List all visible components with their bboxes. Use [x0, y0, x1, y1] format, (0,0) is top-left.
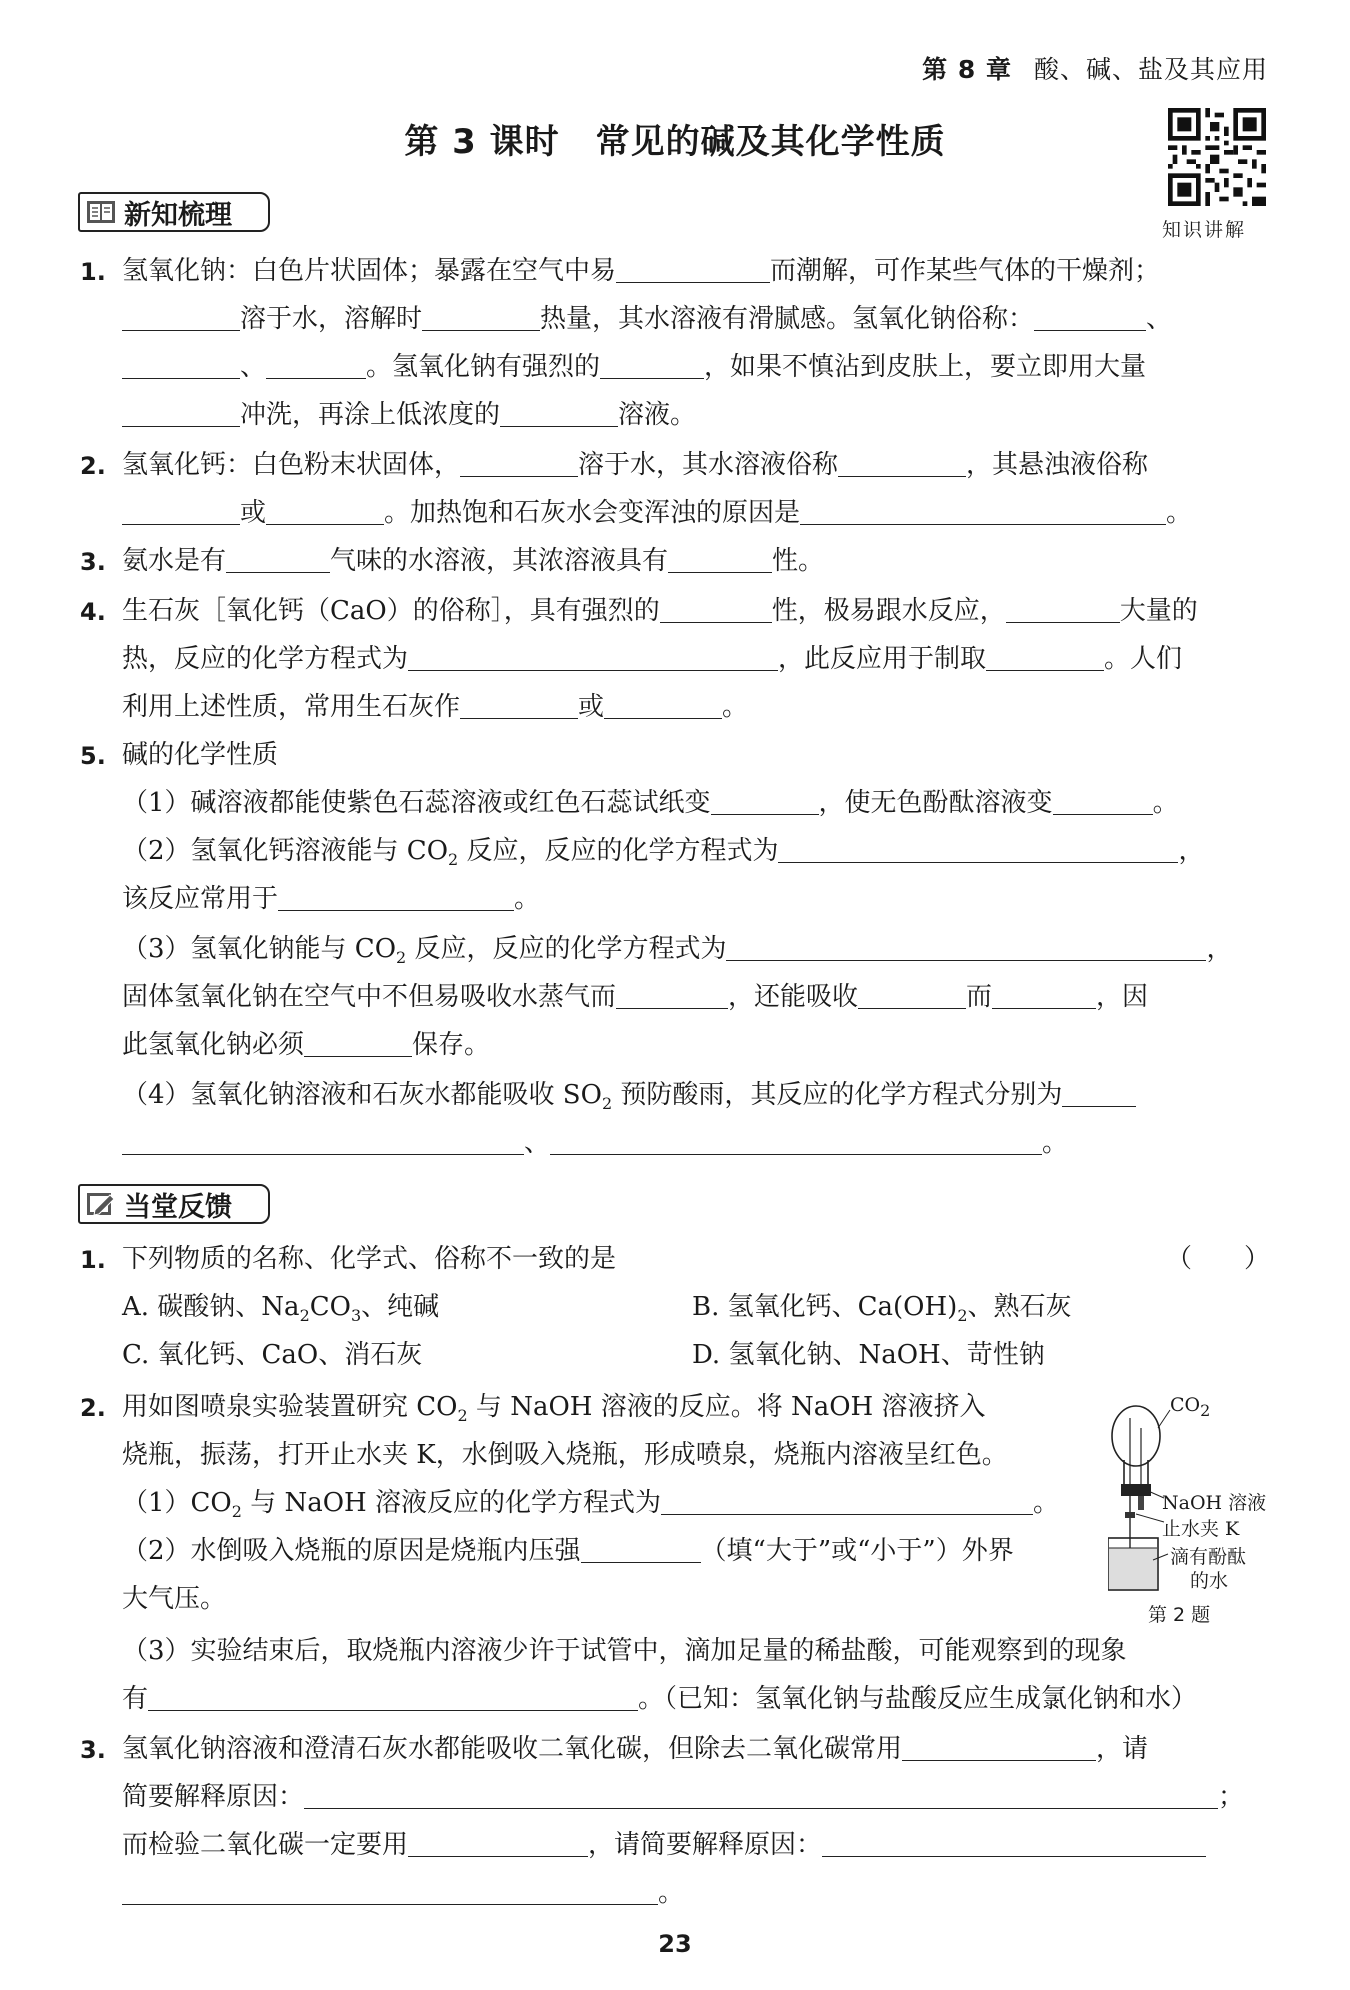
- subscript: 2: [1200, 1400, 1211, 1420]
- option-a[interactable]: [122, 1290, 439, 1333]
- text: ，还能吸收: [728, 982, 859, 1012]
- k-line-11: 碱的化学性质: [122, 740, 279, 770]
- text: 性。: [772, 546, 825, 576]
- item-number: 3.: [80, 1736, 106, 1764]
- text: 。氢氧化钠有强烈的: [366, 352, 601, 382]
- item-number: 2.: [80, 1394, 106, 1422]
- book-icon: [86, 199, 116, 225]
- text: CO: [309, 1292, 351, 1322]
- blank[interactable]: [122, 400, 240, 427]
- text: 、: [1146, 304, 1173, 334]
- blank[interactable]: [581, 1536, 701, 1563]
- blank[interactable]: [992, 982, 1096, 1009]
- text: 。: [1033, 1488, 1060, 1518]
- text: 溶于水，溶解时: [240, 304, 423, 334]
- blank[interactable]: [460, 450, 578, 477]
- text: 固体氢氧化钠在空气中不但易吸收水蒸气而: [122, 982, 617, 1012]
- text: ，使无色酚酞溶液变: [818, 788, 1053, 818]
- text: 、: [524, 1128, 551, 1158]
- text: CO: [1170, 1394, 1201, 1416]
- text: 有: [122, 1684, 149, 1714]
- text: 利用上述性质，常用生石灰作: [122, 692, 461, 722]
- subscript: 2: [601, 1094, 613, 1114]
- blank[interactable]: [122, 352, 240, 379]
- text: （2）水倒吸入烧瓶的原因是烧瓶内压强: [122, 1536, 581, 1566]
- qr-code-icon[interactable]: [1168, 108, 1266, 206]
- subscript: 2: [457, 1406, 468, 1426]
- subscript: 2: [448, 850, 459, 870]
- item-number: 1.: [80, 1246, 106, 1274]
- text: 热，反应的化学方程式为: [122, 644, 409, 674]
- section-title: 当堂反馈: [124, 1191, 232, 1223]
- k-line-5: [122, 448, 1148, 482]
- text: 氨水是有: [122, 546, 227, 576]
- blank[interactable]: [122, 304, 240, 331]
- blank[interactable]: [550, 1128, 1042, 1155]
- text: 、: [240, 352, 267, 382]
- text: 。: [1152, 788, 1179, 818]
- text: 性，极易跟水反应，: [771, 596, 1006, 626]
- text: 。人们: [1104, 644, 1183, 674]
- section-feedback: [78, 1184, 270, 1224]
- text: ，: [1178, 836, 1205, 866]
- text: ，: [1206, 934, 1233, 964]
- blank[interactable]: [604, 692, 722, 719]
- blank[interactable]: [226, 546, 330, 573]
- text: 与 NaOH 溶液的反应。将 NaOH 溶液挤入: [467, 1392, 986, 1422]
- blank[interactable]: [1062, 1080, 1136, 1107]
- option-d[interactable]: D. 氢氧化钠、NaOH、苛性钠: [692, 1340, 1045, 1370]
- blank[interactable]: [460, 692, 578, 719]
- f-q2-line7: [122, 1682, 1197, 1716]
- f-q2-line6: （3）实验结束后，取烧瓶内溶液少许于试管中，滴加足量的稀盐酸，可能观察到的现象: [122, 1636, 1127, 1666]
- text: （填“大于”或“小于”）外界: [700, 1536, 1014, 1566]
- text: A. 碳酸钠、Na: [122, 1292, 300, 1322]
- text: 氢氧化钠：白色片状固体；暴露在空气中易: [122, 256, 617, 286]
- k-line-4: [122, 398, 696, 432]
- blank[interactable]: [122, 498, 240, 525]
- section-new-knowledge: [78, 192, 270, 232]
- text: 。: [658, 1878, 685, 1908]
- blank[interactable]: [278, 884, 514, 911]
- k-line-10: [122, 690, 748, 724]
- text: （2）氢氧化钙溶液能与 CO: [122, 836, 449, 866]
- blank[interactable]: [838, 450, 966, 477]
- blank[interactable]: [726, 934, 1206, 961]
- text: ，因: [1096, 982, 1149, 1012]
- blank[interactable]: [668, 546, 772, 573]
- f-q2-line1: [122, 1390, 985, 1433]
- k-line-7: [122, 544, 824, 578]
- f-q2-line5: 大气压。: [122, 1584, 227, 1614]
- blank[interactable]: [148, 1684, 638, 1711]
- text: 预防酸雨，其反应的化学方程式分别为: [612, 1080, 1063, 1110]
- text: 氢氧化钠溶液和澄清石灰水都能吸收二氧化碳，但除去二氧化碳常用: [122, 1734, 903, 1764]
- blank[interactable]: [266, 352, 366, 379]
- text: 、纯碱: [361, 1292, 440, 1322]
- f-q3-line3: [122, 1828, 1206, 1862]
- f-q2-line2: 烧瓶，振荡，打开止水夹 K，水倒吸入烧瓶，形成喷泉，烧瓶内溶液呈红色。: [122, 1440, 1008, 1470]
- text: 。: [514, 884, 541, 914]
- text: 冲洗，再涂上低浓度的: [240, 400, 501, 430]
- f-q1: 下列物质的名称、化学式、俗称不一致的是: [122, 1244, 617, 1274]
- text: ，请简要解释原因：: [588, 1830, 823, 1860]
- blank[interactable]: [661, 1488, 1033, 1515]
- text: （3）氢氧化钠能与 CO: [122, 934, 397, 964]
- f-q3-line1: [122, 1732, 1148, 1766]
- text: ，如果不慎沾到皮肤上，要立即用大量: [704, 352, 1147, 382]
- option-b[interactable]: [692, 1290, 1072, 1333]
- blank[interactable]: [616, 982, 728, 1009]
- text: （1）CO: [122, 1488, 232, 1518]
- label-naoh: NaOH 溶液: [1162, 1492, 1267, 1514]
- f-q2-line3: [122, 1486, 1059, 1529]
- k-line-12: [122, 786, 1179, 820]
- blank[interactable]: [778, 836, 1178, 863]
- text: ，此反应用于制取: [778, 644, 987, 674]
- text: （4）氢氧化钠溶液和石灰水都能吸收 SO: [122, 1080, 602, 1110]
- text: 该反应常用于: [122, 884, 279, 914]
- blank[interactable]: [616, 256, 770, 283]
- blank[interactable]: [408, 644, 778, 671]
- blank[interactable]: [266, 498, 384, 525]
- text: 而: [966, 982, 993, 1012]
- text: 生石灰［氧化钙（CaO）的俗称］，具有强烈的: [122, 596, 660, 626]
- chapter-title: 酸、碱、盐及其应用: [1033, 55, 1268, 84]
- label-water-2: 的水: [1190, 1570, 1229, 1592]
- text: 大量的: [1119, 596, 1198, 626]
- blank[interactable]: [422, 304, 540, 331]
- blank[interactable]: [1034, 304, 1146, 331]
- lesson-number: 第 3 课时: [404, 122, 560, 162]
- blank[interactable]: [822, 1830, 1206, 1857]
- f-q3-line2: [122, 1780, 1244, 1814]
- blank[interactable]: [500, 400, 618, 427]
- text: 用如图喷泉实验装置研究 CO: [122, 1392, 458, 1422]
- k-line-18: [122, 1078, 1136, 1121]
- text: ；: [1218, 1782, 1245, 1812]
- text: 。: [722, 692, 749, 722]
- blank[interactable]: [600, 352, 704, 379]
- text: 气味的水溶液，其浓溶液具有: [330, 546, 669, 576]
- text: 保存。: [412, 1030, 491, 1060]
- text: 溶于水，其水溶液俗称: [578, 450, 839, 480]
- k-line-3: [122, 350, 1146, 384]
- text: 。加热饱和石灰水会变浑浊的原因是: [384, 498, 801, 528]
- text: 氢氧化钙：白色粉末状固体，: [122, 450, 461, 480]
- k-line-1: [122, 254, 1160, 288]
- text: 或: [240, 498, 267, 528]
- k-line-17: [122, 1028, 490, 1062]
- lesson-name: 常见的碱及其化学性质: [595, 122, 946, 162]
- subscript: 2: [299, 1306, 310, 1326]
- item-number: 5.: [80, 742, 106, 770]
- k-line-8: [122, 594, 1198, 628]
- text: （1）碱溶液都能使紫色石蕊溶液或红色石蕊试纸变: [122, 788, 711, 818]
- subscript: 3: [350, 1306, 362, 1326]
- text: 溶液。: [618, 400, 697, 430]
- blank[interactable]: [304, 1030, 412, 1057]
- fountain-apparatus-figure: [1108, 1388, 1288, 1626]
- blank[interactable]: [800, 498, 1166, 525]
- blank[interactable]: [122, 1878, 658, 1905]
- blank[interactable]: [304, 1782, 1218, 1809]
- subscript: 2: [231, 1502, 242, 1522]
- figure-caption: 第 2 题: [1148, 1604, 1211, 1626]
- option-c[interactable]: C. 氧化钙、CaO、消石灰: [122, 1340, 423, 1370]
- chapter-header: [922, 50, 1268, 86]
- page-number: 23: [658, 1930, 692, 1958]
- text: ，请: [1096, 1734, 1149, 1764]
- k-line-14: [122, 882, 540, 916]
- item-number: 3.: [80, 548, 106, 576]
- text: 反应，反应的化学方程式为: [458, 836, 779, 866]
- f-q2-line4: [122, 1534, 1014, 1568]
- label-clamp: 止水夹 K: [1162, 1518, 1240, 1540]
- pencil-note-icon: [86, 1191, 116, 1217]
- text: 与 NaOH 溶液反应的化学方程式为: [241, 1488, 661, 1518]
- text: 反应，反应的化学方程式为: [406, 934, 727, 964]
- blank[interactable]: [858, 982, 966, 1009]
- blank[interactable]: [660, 596, 772, 623]
- item-number: 2.: [80, 452, 106, 480]
- blank[interactable]: [122, 1128, 524, 1155]
- item-number: 1.: [80, 258, 106, 286]
- text: 。: [1042, 1128, 1069, 1158]
- text: 、熟石灰: [967, 1292, 1072, 1322]
- blank[interactable]: [711, 788, 819, 815]
- text: 或: [578, 692, 605, 722]
- item-number: 4.: [80, 598, 106, 626]
- k-line-2: [122, 302, 1172, 336]
- label-water-1: 滴有酚酞: [1170, 1546, 1247, 1568]
- qr-caption: 知识讲解: [1162, 219, 1247, 241]
- text: 热量，其水溶液有滑腻感。氢氧化钠俗称：: [540, 304, 1035, 334]
- k-line-19: [122, 1126, 1068, 1160]
- k-line-15: [122, 932, 1233, 975]
- subscript: 2: [396, 948, 407, 968]
- section-title: 新知梳理: [124, 199, 232, 231]
- subscript: 2: [957, 1306, 968, 1326]
- blank[interactable]: [902, 1734, 1096, 1761]
- text: 而潮解，可作某些气体的干燥剂；: [770, 256, 1161, 286]
- text: B. 氢氧化钙、Ca(OH): [692, 1292, 958, 1322]
- answer-paren[interactable]: （ ）: [1166, 1244, 1271, 1274]
- k-line-9: [122, 642, 1182, 676]
- text: 。（已知：氢氧化钠与盐酸反应生成氯化钠和水）: [638, 1684, 1198, 1714]
- text: 简要解释原因：: [122, 1782, 305, 1812]
- f-q3-line4: [122, 1876, 684, 1910]
- blank[interactable]: [1006, 596, 1120, 623]
- k-line-6: [122, 496, 1192, 530]
- chapter-number: 第 8 章: [922, 55, 1012, 84]
- lesson-title: [0, 114, 1350, 163]
- text: 此氢氧化钠必须: [122, 1030, 305, 1060]
- blank[interactable]: [986, 644, 1104, 671]
- k-line-16: [122, 980, 1148, 1014]
- blank[interactable]: [408, 1830, 588, 1857]
- label-co2: [1170, 1394, 1210, 1420]
- text: 而检验二氧化碳一定要用: [122, 1830, 409, 1860]
- k-line-13: [122, 834, 1205, 877]
- text: 。: [1166, 498, 1193, 528]
- blank[interactable]: [1053, 788, 1153, 815]
- text: ，其悬浊液俗称: [966, 450, 1149, 480]
